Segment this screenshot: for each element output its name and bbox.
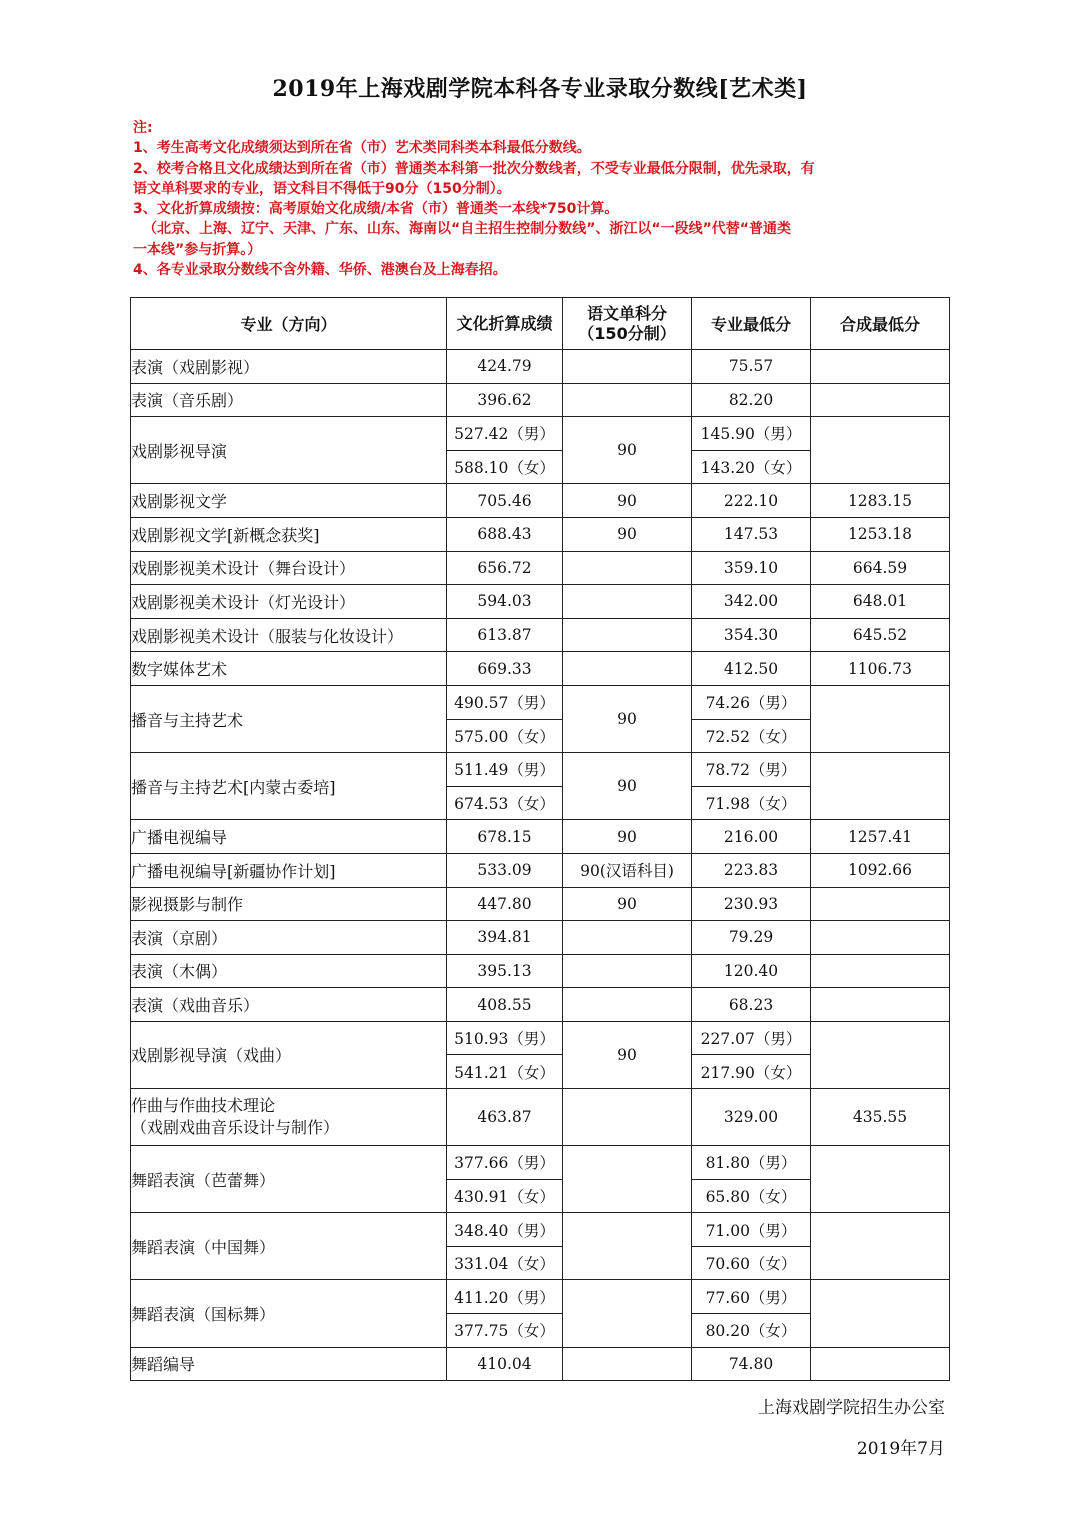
cell-major: 广播电视编导 xyxy=(131,820,447,854)
cell-culture-score: 394.81 xyxy=(447,921,563,955)
cell-major: 舞蹈表演（国标舞） xyxy=(131,1280,447,1347)
header-combined-score: 合成最低分 xyxy=(811,298,950,350)
cell-chinese-score xyxy=(563,1146,692,1213)
note-line: 3、文化折算成绩按：高考原始文化成绩/本省（市）普通类一本线*750计算。 xyxy=(133,201,619,218)
table-row xyxy=(131,1213,950,1247)
cell-prof-score: 143.20（女） xyxy=(692,450,811,484)
cell-major: 表演（戏剧影视） xyxy=(131,350,447,384)
cell-chinese-score: 90(汉语科目) xyxy=(563,853,692,887)
cell-chinese-score: 90 xyxy=(563,685,692,752)
table-row xyxy=(131,383,950,417)
cell-prof-score: 71.98（女） xyxy=(692,786,811,820)
cell-combined-score xyxy=(811,1347,950,1381)
cell-combined-score: 1092.66 xyxy=(811,853,950,887)
cell-chinese-score xyxy=(563,652,692,686)
cell-culture-score: 588.10（女） xyxy=(447,450,563,484)
cell-prof-score: 145.90（男） xyxy=(692,417,811,451)
cell-chinese-score xyxy=(563,585,692,619)
cell-prof-score: 74.80 xyxy=(692,1347,811,1381)
cell-culture-score: 396.62 xyxy=(447,383,563,417)
cell-prof-score: 74.26（男） xyxy=(692,685,811,719)
cell-major: 影视摄影与制作 xyxy=(131,887,447,921)
cell-major: 表演（京剧） xyxy=(131,921,447,955)
note-line: 2、校考合格且文化成绩达到所在省（市）普通类本科第一批次分数线者，不受专业最低分限制，优先录取，有 xyxy=(133,160,815,177)
cell-prof-score: 223.83 xyxy=(692,853,811,887)
cell-major xyxy=(131,1089,447,1146)
admission-score-table xyxy=(130,297,950,1381)
cell-combined-score xyxy=(811,685,950,752)
cell-major-line: （戏剧戏曲音乐设计与制作） xyxy=(131,1118,340,1138)
cell-combined-score xyxy=(811,954,950,988)
cell-major: 表演（木偶） xyxy=(131,954,447,988)
note-line: 语文单科要求的专业，语文科目不得低于90分（150分制）。 xyxy=(133,180,511,197)
cell-culture-score: 527.42（男） xyxy=(447,417,563,451)
cell-combined-score: 435.55 xyxy=(811,1089,950,1146)
cell-prof-score: 147.53 xyxy=(692,517,811,551)
cell-chinese-score: 90 xyxy=(563,887,692,921)
cell-major: 戏剧影视文学 xyxy=(131,484,447,518)
issuer-office: 上海戏剧学院招生办公室 xyxy=(758,1398,945,1418)
cell-combined-score: 645.52 xyxy=(811,618,950,652)
cell-prof-score: 359.10 xyxy=(692,551,811,585)
table-row xyxy=(131,517,950,551)
table-row xyxy=(131,1146,950,1180)
cell-prof-score: 222.10 xyxy=(692,484,811,518)
cell-chinese-score xyxy=(563,1280,692,1347)
table-row xyxy=(131,585,950,619)
cell-combined-score xyxy=(811,988,950,1022)
cell-prof-score: 77.60（男） xyxy=(692,1280,811,1314)
cell-major: 数字媒体艺术 xyxy=(131,652,447,686)
cell-chinese-score: 90 xyxy=(563,484,692,518)
cell-major: 舞蹈表演（中国舞） xyxy=(131,1213,447,1280)
cell-prof-score: 354.30 xyxy=(692,618,811,652)
cell-prof-score: 227.07（男） xyxy=(692,1021,811,1055)
cell-combined-score: 1106.73 xyxy=(811,652,950,686)
cell-major: 舞蹈表演（芭蕾舞） xyxy=(131,1146,447,1213)
table-row xyxy=(131,954,950,988)
table-row xyxy=(131,988,950,1022)
cell-culture-score: 411.20（男） xyxy=(447,1280,563,1314)
cell-culture-score: 575.00（女） xyxy=(447,719,563,753)
cell-prof-score: 68.23 xyxy=(692,988,811,1022)
cell-prof-score: 72.52（女） xyxy=(692,719,811,753)
table-row xyxy=(131,350,950,384)
cell-combined-score xyxy=(811,383,950,417)
cell-major: 舞蹈编导 xyxy=(131,1347,447,1381)
cell-combined-score xyxy=(811,887,950,921)
cell-chinese-score xyxy=(563,954,692,988)
cell-prof-score: 82.20 xyxy=(692,383,811,417)
note-line: 一本线”参与折算。） xyxy=(133,241,262,258)
cell-chinese-score: 90 xyxy=(563,1021,692,1088)
cell-prof-score: 217.90（女） xyxy=(692,1055,811,1089)
cell-culture-score: 377.66（男） xyxy=(447,1146,563,1180)
cell-culture-score: 594.03 xyxy=(447,585,563,619)
cell-culture-score: 408.55 xyxy=(447,988,563,1022)
cell-prof-score: 230.93 xyxy=(692,887,811,921)
cell-major: 戏剧影视导演 xyxy=(131,417,447,484)
cell-chinese-score: 90 xyxy=(563,517,692,551)
table-row xyxy=(131,753,950,787)
cell-chinese-score xyxy=(563,1089,692,1146)
header-chinese-line1: 语文单科分 xyxy=(586,303,667,323)
header-culture-score: 文化折算成绩 xyxy=(447,298,563,350)
cell-chinese-score: 90 xyxy=(563,417,692,484)
cell-culture-score: 377.75（女） xyxy=(447,1314,563,1348)
table-row xyxy=(131,853,950,887)
note-line: 4、各专业录取分数线不含外籍、华侨、港澳台及上海春招。 xyxy=(133,262,507,279)
cell-combined-score xyxy=(811,350,950,384)
cell-combined-score xyxy=(811,921,950,955)
cell-combined-score: 1283.15 xyxy=(811,484,950,518)
cell-prof-score: 65.80（女） xyxy=(692,1179,811,1213)
table-row xyxy=(131,618,950,652)
cell-chinese-score xyxy=(563,383,692,417)
cell-major: 戏剧影视导演（戏曲） xyxy=(131,1021,447,1088)
cell-prof-score: 120.40 xyxy=(692,954,811,988)
cell-chinese-score xyxy=(563,1347,692,1381)
notes-block xyxy=(133,118,953,280)
table-row xyxy=(131,484,950,518)
cell-chinese-score xyxy=(563,350,692,384)
cell-culture-score: 510.93（男） xyxy=(447,1021,563,1055)
cell-culture-score: 395.13 xyxy=(447,954,563,988)
table-row xyxy=(131,1280,950,1314)
cell-prof-score: 79.29 xyxy=(692,921,811,955)
cell-culture-score: 613.87 xyxy=(447,618,563,652)
cell-prof-score: 412.50 xyxy=(692,652,811,686)
cell-chinese-score: 90 xyxy=(563,753,692,820)
cell-prof-score: 78.72（男） xyxy=(692,753,811,787)
table-row xyxy=(131,887,950,921)
cell-combined-score xyxy=(811,1021,950,1088)
cell-major: 播音与主持艺术[内蒙古委培] xyxy=(131,753,447,820)
cell-chinese-score xyxy=(563,618,692,652)
cell-chinese-score xyxy=(563,921,692,955)
cell-combined-score: 648.01 xyxy=(811,585,950,619)
table-row xyxy=(131,820,950,854)
header-chinese-line2: （150分制） xyxy=(578,323,676,343)
header-major: 专业（方向） xyxy=(131,298,447,350)
cell-culture-score: 678.15 xyxy=(447,820,563,854)
cell-chinese-score: 90 xyxy=(563,820,692,854)
cell-culture-score: 430.91（女） xyxy=(447,1179,563,1213)
cell-culture-score: 490.57（男） xyxy=(447,685,563,719)
cell-prof-score: 80.20（女） xyxy=(692,1314,811,1348)
cell-major: 广播电视编导[新疆协作计划] xyxy=(131,853,447,887)
cell-prof-score: 329.00 xyxy=(692,1089,811,1146)
table-row xyxy=(131,921,950,955)
cell-culture-score: 656.72 xyxy=(447,551,563,585)
cell-culture-score: 511.49（男） xyxy=(447,753,563,787)
cell-prof-score: 216.00 xyxy=(692,820,811,854)
note-line: （北京、上海、辽宁、天津、广东、山东、海南以“自主招生控制分数线”、浙江以“一段线”代替“普通类 xyxy=(143,221,792,238)
table-row xyxy=(131,551,950,585)
cell-chinese-score xyxy=(563,551,692,585)
page-title: 2019年上海戏剧学院本科各专业录取分数线[艺术类] xyxy=(272,76,808,102)
cell-combined-score xyxy=(811,1146,950,1213)
note-line: 1、考生高考文化成绩须达到所在省（市）艺术类同科类本科最低分数线。 xyxy=(133,140,591,157)
cell-culture-score: 541.21（女） xyxy=(447,1055,563,1089)
cell-chinese-score xyxy=(563,988,692,1022)
notes-label: 注: xyxy=(133,120,153,136)
cell-culture-score: 348.40（男） xyxy=(447,1213,563,1247)
cell-major: 表演（戏曲音乐） xyxy=(131,988,447,1022)
cell-combined-score: 664.59 xyxy=(811,551,950,585)
cell-major: 戏剧影视美术设计（舞台设计） xyxy=(131,551,447,585)
cell-culture-score: 705.46 xyxy=(447,484,563,518)
cell-culture-score: 674.53（女） xyxy=(447,786,563,820)
header-chinese-score xyxy=(563,298,692,350)
cell-combined-score xyxy=(811,753,950,820)
table-row xyxy=(131,1347,950,1381)
cell-culture-score: 463.87 xyxy=(447,1089,563,1146)
table-header-row xyxy=(131,298,950,350)
cell-culture-score: 410.04 xyxy=(447,1347,563,1381)
table-row xyxy=(131,417,950,451)
cell-culture-score: 424.79 xyxy=(447,350,563,384)
cell-culture-score: 331.04（女） xyxy=(447,1246,563,1280)
table-row xyxy=(131,1021,950,1055)
table-row xyxy=(131,685,950,719)
cell-combined-score xyxy=(811,1280,950,1347)
cell-culture-score: 447.80 xyxy=(447,887,563,921)
cell-culture-score: 533.09 xyxy=(447,853,563,887)
table-row xyxy=(131,1089,950,1146)
cell-major: 戏剧影视文学[新概念获奖] xyxy=(131,517,447,551)
cell-prof-score: 342.00 xyxy=(692,585,811,619)
cell-major: 戏剧影视美术设计（灯光设计） xyxy=(131,585,447,619)
cell-prof-score: 71.00（男） xyxy=(692,1213,811,1247)
cell-major: 播音与主持艺术 xyxy=(131,685,447,752)
cell-combined-score xyxy=(811,417,950,484)
table-body xyxy=(131,350,950,1381)
header-prof-score: 专业最低分 xyxy=(692,298,811,350)
cell-prof-score: 75.57 xyxy=(692,350,811,384)
cell-combined-score: 1257.41 xyxy=(811,820,950,854)
cell-major: 表演（音乐剧） xyxy=(131,383,447,417)
cell-chinese-score xyxy=(563,1213,692,1280)
issue-date: 2019年7月 xyxy=(856,1439,945,1459)
cell-prof-score: 81.80（男） xyxy=(692,1146,811,1180)
cell-culture-score: 669.33 xyxy=(447,652,563,686)
cell-major: 戏剧影视美术设计（服装与化妆设计） xyxy=(131,618,447,652)
table-row xyxy=(131,652,950,686)
cell-combined-score: 1253.18 xyxy=(811,517,950,551)
cell-combined-score xyxy=(811,1213,950,1280)
cell-culture-score: 688.43 xyxy=(447,517,563,551)
cell-prof-score: 70.60（女） xyxy=(692,1246,811,1280)
cell-major-line: 作曲与作曲技术理论 xyxy=(131,1096,276,1116)
